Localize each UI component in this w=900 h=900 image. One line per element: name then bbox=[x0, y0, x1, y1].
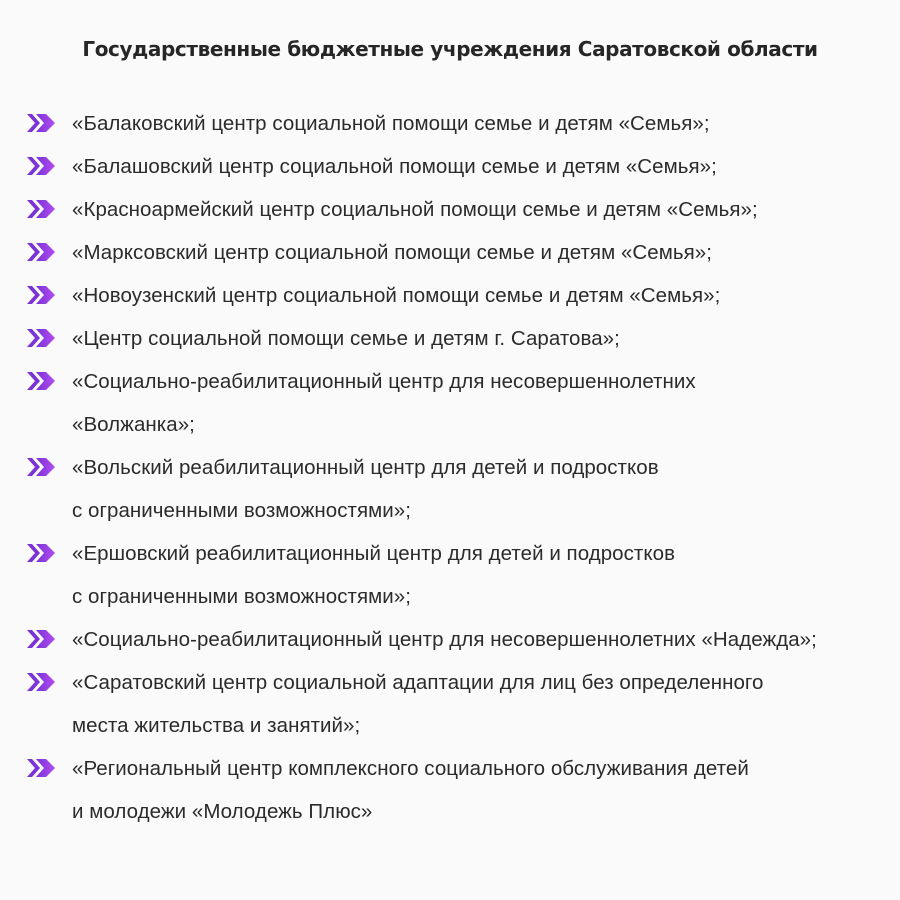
list-item-text-continued: и молодежи «Молодежь Плюс» bbox=[72, 800, 373, 823]
list-item-text: «Ершовский реабилитационный центр для детей и подростков bbox=[72, 542, 676, 565]
double-chevron-right-icon bbox=[26, 371, 56, 391]
list-item bbox=[0, 145, 900, 188]
double-chevron-right-icon bbox=[26, 242, 56, 262]
double-chevron-right-icon bbox=[26, 672, 56, 692]
list-item-text: «Социально-реабилитационный центр для несовершеннолетних bbox=[72, 370, 696, 393]
list-item-text: «Балашовский центр социальной помощи семье и детям «Семья»; bbox=[72, 155, 717, 178]
double-chevron-right-icon bbox=[26, 156, 56, 176]
double-chevron-right-icon bbox=[26, 285, 56, 305]
list-item bbox=[0, 360, 900, 446]
list-item-text: «Вольский реабилитационный центр для детей и подростков bbox=[72, 456, 659, 479]
list-item bbox=[0, 446, 900, 532]
list-item bbox=[0, 661, 900, 747]
page-title: Государственные бюджетные учреждения Саратовской области bbox=[82, 37, 818, 61]
list-item-text: «Саратовский центр социальной адаптации для лиц без определенного bbox=[72, 671, 764, 694]
list-item-text: «Балаковский центр социальной помощи семье и детям «Семья»; bbox=[72, 112, 710, 135]
double-chevron-right-icon bbox=[26, 758, 56, 778]
list-item-text: «Новоузенский центр социальной помощи семье и детям «Семья»; bbox=[72, 284, 721, 307]
list-item-text-continued: «Волжанка»; bbox=[72, 413, 195, 436]
list-item bbox=[0, 618, 900, 661]
double-chevron-right-icon bbox=[26, 629, 56, 649]
double-chevron-right-icon bbox=[26, 113, 56, 133]
double-chevron-right-icon bbox=[26, 543, 56, 563]
list-item bbox=[0, 274, 900, 317]
double-chevron-right-icon bbox=[26, 199, 56, 219]
list-item bbox=[0, 747, 900, 833]
list-item-text: «Красноармейский центр социальной помощи семье и детям «Семья»; bbox=[72, 198, 758, 221]
list-item-text: «Марксовский центр социальной помощи семье и детям «Семья»; bbox=[72, 241, 712, 264]
list-item bbox=[0, 188, 900, 231]
double-chevron-right-icon bbox=[26, 457, 56, 477]
list-item bbox=[0, 532, 900, 618]
list-item bbox=[0, 231, 900, 274]
list-item-text: «Региональный центр комплексного социального обслуживания детей bbox=[72, 757, 749, 780]
double-chevron-right-icon bbox=[26, 328, 56, 348]
list-item-text-continued: с ограниченными возможностями»; bbox=[72, 585, 411, 608]
list-item-text-continued: места жительства и занятий»; bbox=[72, 714, 361, 737]
list-item bbox=[0, 317, 900, 360]
list-item-text-continued: с ограниченными возможностями»; bbox=[72, 499, 411, 522]
list-item-text: «Социально-реабилитационный центр для несовершеннолетних «Надежда»; bbox=[72, 628, 817, 651]
list-item-text: «Центр социальной помощи семье и детям г. Саратова»; bbox=[72, 327, 620, 350]
institutions-list bbox=[0, 102, 900, 833]
list-item bbox=[0, 102, 900, 145]
